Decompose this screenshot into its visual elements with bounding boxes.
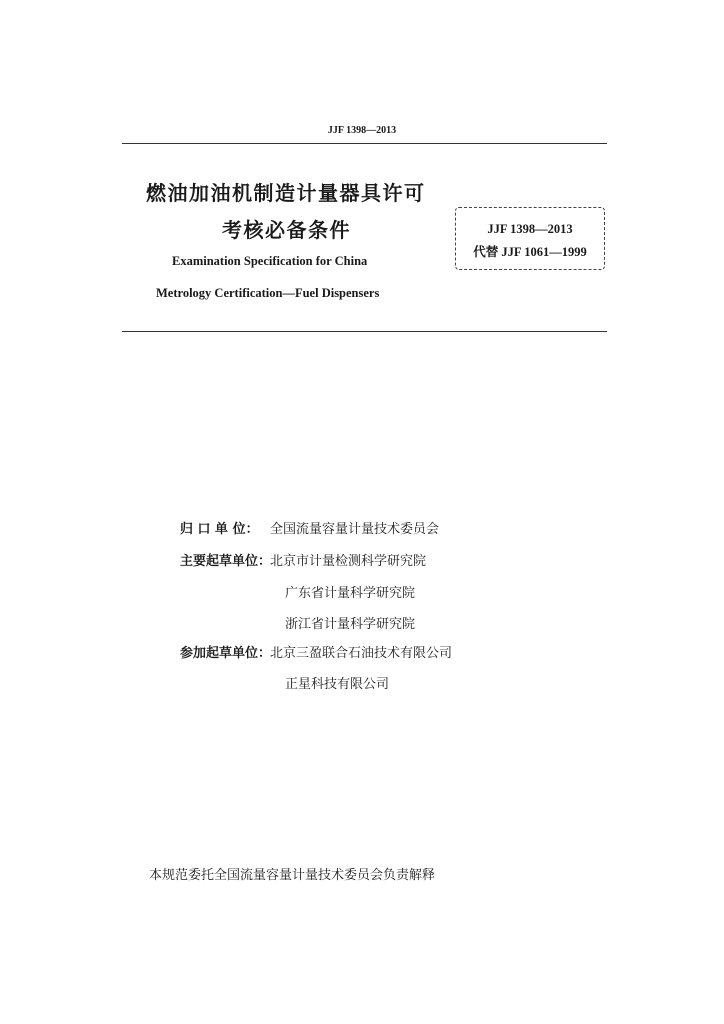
title-cn-line2: 考核必备条件 [222,218,351,242]
header-rule [122,143,607,144]
unit-label: 参加起草单位： [180,646,272,661]
standard-code-box [455,207,605,270]
unit-value: 北京市计量检测科学研究院 [270,554,427,569]
title-en-line2: Metrology Certification—Fuel Dispensers [156,286,380,300]
unit-value: 正星科技有限公司 [285,677,390,692]
code-box-code: JJF 1398—2013 [487,222,573,236]
unit-value: 全国流量容量计量技术委员会 [270,522,440,537]
header-standard-code: JJF 1398—2013 [327,125,397,136]
title-en-line1: Examination Specification for China [172,254,368,268]
title-rule [122,331,607,332]
unit-label: 归 口 单 位： [180,522,259,537]
title-cn-line1: 燃油加油机制造计量器具许可 [146,181,426,205]
unit-row-main-drafters [180,550,426,572]
unit-label: 主要起草单位： [180,554,272,569]
footer-note: 本规范委托全国流量容量计量技术委员会负责解释 [149,868,436,883]
unit-row-responsible [180,518,439,540]
unit-value: 广东省计量科学研究院 [285,586,416,601]
unit-value: 北京三盈联合石油技术有限公司 [270,646,453,661]
unit-value: 浙江省计量科学研究院 [285,617,416,632]
code-box-replaces: 代替 JJF 1061—1999 [473,245,587,259]
unit-row-participating-drafters [180,642,452,664]
